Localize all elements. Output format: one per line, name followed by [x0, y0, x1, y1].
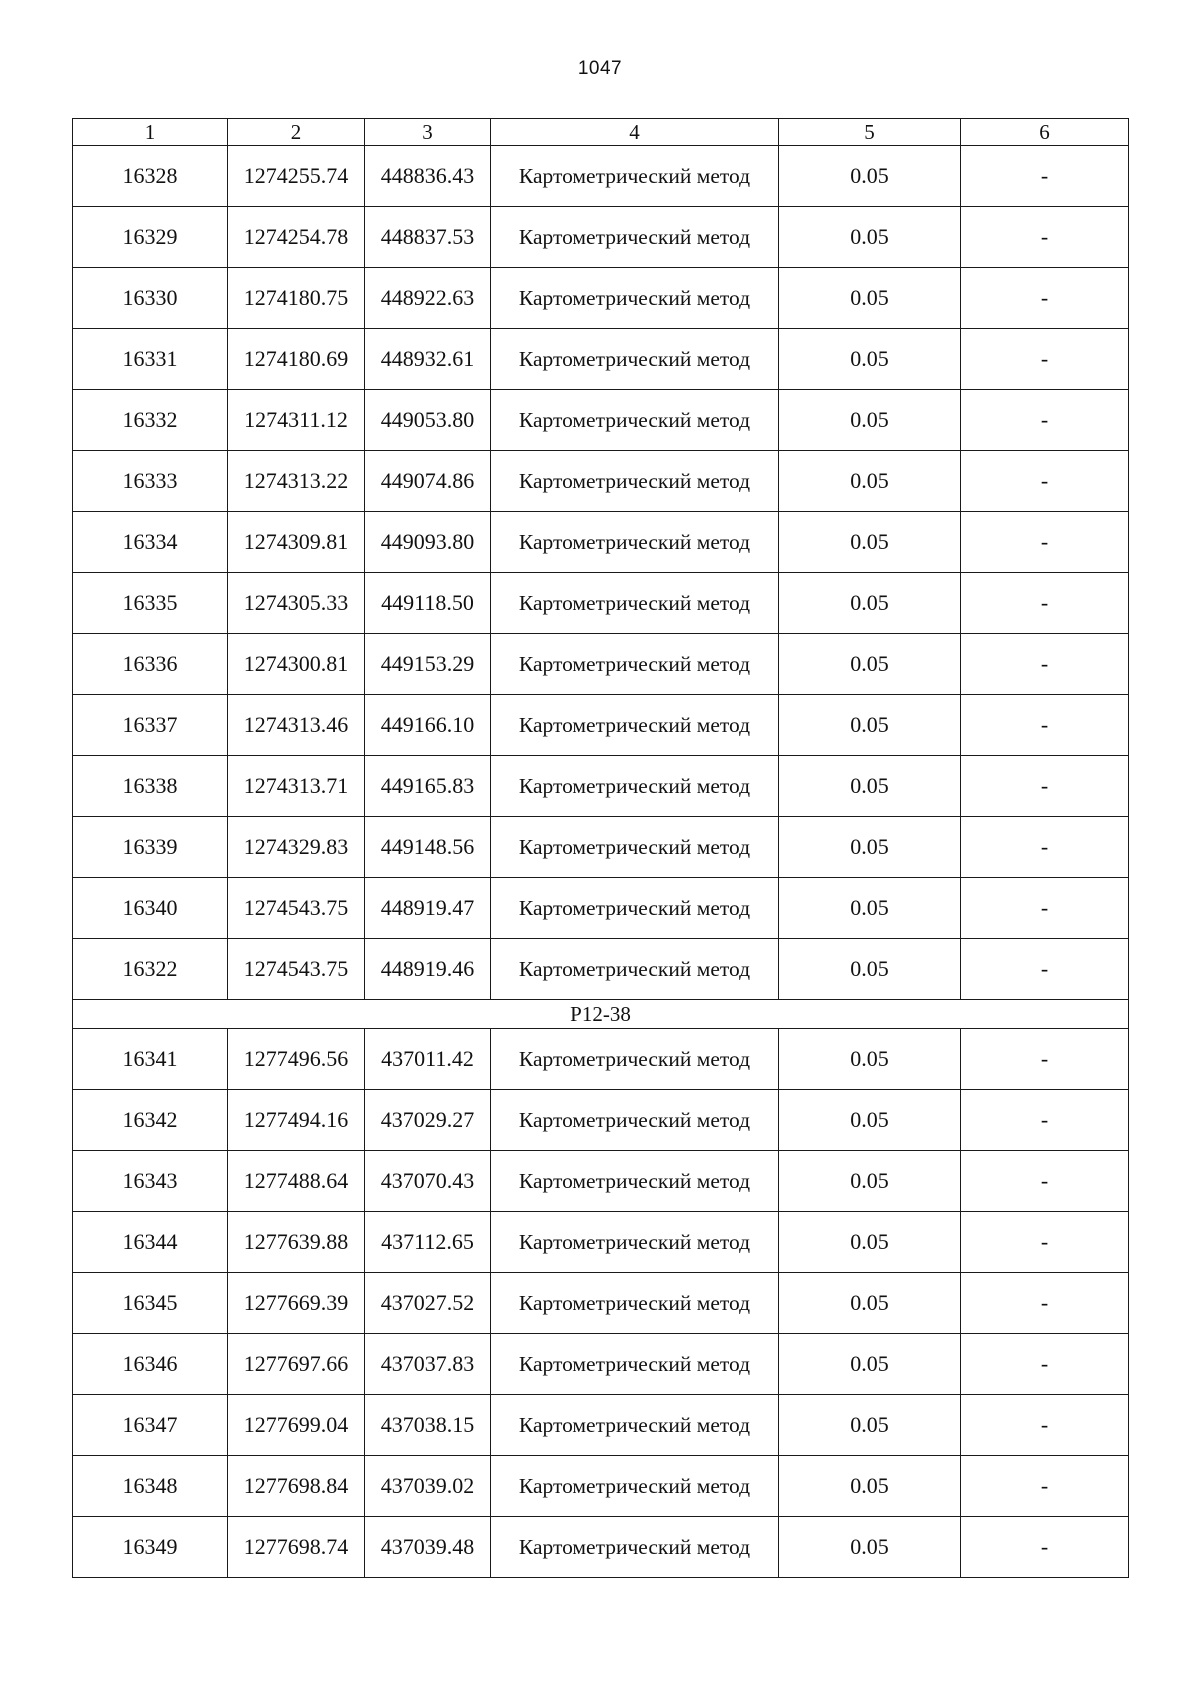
- table-row: [73, 1212, 1129, 1273]
- note-cell: -: [961, 878, 1129, 939]
- method-cell: Картометрический метод: [491, 268, 779, 329]
- accuracy-cell: 0.05: [779, 1212, 961, 1273]
- accuracy-cell: 0.05: [779, 268, 961, 329]
- x-coordinate-cell: 1277669.39: [228, 1273, 365, 1334]
- x-coordinate-cell: 1274255.74: [228, 146, 365, 207]
- accuracy-cell: 0.05: [779, 146, 961, 207]
- y-coordinate-cell: 437039.02: [365, 1456, 491, 1517]
- x-coordinate-cell: 1277488.64: [228, 1151, 365, 1212]
- table-row: [73, 817, 1129, 878]
- x-coordinate-cell: 1274313.46: [228, 695, 365, 756]
- method-cell: Картометрический метод: [491, 756, 779, 817]
- x-coordinate-cell: 1277494.16: [228, 1090, 365, 1151]
- y-coordinate-cell: 449074.86: [365, 451, 491, 512]
- y-coordinate-cell: 448919.46: [365, 939, 491, 1000]
- point-number-cell: 16333: [73, 451, 228, 512]
- point-number-cell: 16330: [73, 268, 228, 329]
- accuracy-cell: 0.05: [779, 573, 961, 634]
- accuracy-cell: 0.05: [779, 390, 961, 451]
- method-cell: Картометрический метод: [491, 573, 779, 634]
- accuracy-cell: 0.05: [779, 1090, 961, 1151]
- method-cell: Картометрический метод: [491, 695, 779, 756]
- note-cell: -: [961, 1029, 1129, 1090]
- y-coordinate-cell: 449148.56: [365, 817, 491, 878]
- method-cell: Картометрический метод: [491, 329, 779, 390]
- y-coordinate-cell: 448919.47: [365, 878, 491, 939]
- x-coordinate-cell: 1274180.69: [228, 329, 365, 390]
- note-cell: -: [961, 1395, 1129, 1456]
- point-number-cell: 16341: [73, 1029, 228, 1090]
- point-number-cell: 16336: [73, 634, 228, 695]
- table-row: [73, 329, 1129, 390]
- y-coordinate-cell: 437011.42: [365, 1029, 491, 1090]
- accuracy-cell: 0.05: [779, 1273, 961, 1334]
- x-coordinate-cell: 1277496.56: [228, 1029, 365, 1090]
- y-coordinate-cell: 448932.61: [365, 329, 491, 390]
- note-cell: -: [961, 1456, 1129, 1517]
- x-coordinate-cell: 1277699.04: [228, 1395, 365, 1456]
- table-row: [73, 451, 1129, 512]
- note-cell: -: [961, 207, 1129, 268]
- x-coordinate-cell: 1274313.71: [228, 756, 365, 817]
- x-coordinate-cell: 1274543.75: [228, 939, 365, 1000]
- table-row: [73, 1517, 1129, 1578]
- method-cell: Картометрический метод: [491, 1517, 779, 1578]
- x-coordinate-cell: 1274305.33: [228, 573, 365, 634]
- point-number-cell: 16343: [73, 1151, 228, 1212]
- y-coordinate-cell: 449166.10: [365, 695, 491, 756]
- x-coordinate-cell: 1274300.81: [228, 634, 365, 695]
- table-row: [73, 1151, 1129, 1212]
- table-row: [73, 390, 1129, 451]
- y-coordinate-cell: 449053.80: [365, 390, 491, 451]
- method-cell: Картометрический метод: [491, 817, 779, 878]
- y-coordinate-cell: 449093.80: [365, 512, 491, 573]
- point-number-cell: 16331: [73, 329, 228, 390]
- accuracy-cell: 0.05: [779, 207, 961, 268]
- method-cell: Картометрический метод: [491, 1151, 779, 1212]
- note-cell: -: [961, 146, 1129, 207]
- y-coordinate-cell: 449118.50: [365, 573, 491, 634]
- note-cell: -: [961, 390, 1129, 451]
- x-coordinate-cell: 1274180.75: [228, 268, 365, 329]
- point-number-cell: 16329: [73, 207, 228, 268]
- x-coordinate-cell: 1274329.83: [228, 817, 365, 878]
- point-number-cell: 16349: [73, 1517, 228, 1578]
- point-number-cell: 16332: [73, 390, 228, 451]
- accuracy-cell: 0.05: [779, 1395, 961, 1456]
- note-cell: -: [961, 634, 1129, 695]
- point-number-cell: 16335: [73, 573, 228, 634]
- method-cell: Картометрический метод: [491, 390, 779, 451]
- table-row: [73, 207, 1129, 268]
- point-number-cell: 16348: [73, 1456, 228, 1517]
- y-coordinate-cell: 437037.83: [365, 1334, 491, 1395]
- coordinates-table: [72, 118, 1129, 1578]
- note-cell: -: [961, 1212, 1129, 1273]
- method-cell: Картометрический метод: [491, 207, 779, 268]
- y-coordinate-cell: 449153.29: [365, 634, 491, 695]
- y-coordinate-cell: 449165.83: [365, 756, 491, 817]
- note-cell: -: [961, 695, 1129, 756]
- page-number: 1047: [577, 58, 623, 79]
- column-header: 4: [491, 119, 779, 146]
- point-number-cell: 16337: [73, 695, 228, 756]
- note-cell: -: [961, 451, 1129, 512]
- x-coordinate-cell: 1274309.81: [228, 512, 365, 573]
- table-row: [73, 939, 1129, 1000]
- point-number-cell: 16345: [73, 1273, 228, 1334]
- note-cell: -: [961, 1273, 1129, 1334]
- x-coordinate-cell: 1274311.12: [228, 390, 365, 451]
- accuracy-cell: 0.05: [779, 939, 961, 1000]
- table-row: [73, 512, 1129, 573]
- point-number-cell: 16346: [73, 1334, 228, 1395]
- point-number-cell: 16334: [73, 512, 228, 573]
- point-number-cell: 16338: [73, 756, 228, 817]
- method-cell: Картометрический метод: [491, 512, 779, 573]
- table-row: [73, 1334, 1129, 1395]
- y-coordinate-cell: 437027.52: [365, 1273, 491, 1334]
- table-body: [73, 119, 1129, 1578]
- section-label: Р12-38: [73, 1000, 1129, 1029]
- accuracy-cell: 0.05: [779, 512, 961, 573]
- method-cell: Картометрический метод: [491, 1456, 779, 1517]
- section-row: [73, 1000, 1129, 1029]
- accuracy-cell: 0.05: [779, 878, 961, 939]
- note-cell: -: [961, 268, 1129, 329]
- method-cell: Картометрический метод: [491, 1273, 779, 1334]
- y-coordinate-cell: 437070.43: [365, 1151, 491, 1212]
- y-coordinate-cell: 437112.65: [365, 1212, 491, 1273]
- method-cell: Картометрический метод: [491, 146, 779, 207]
- y-coordinate-cell: 437038.15: [365, 1395, 491, 1456]
- note-cell: -: [961, 573, 1129, 634]
- table-row: [73, 695, 1129, 756]
- method-cell: Картометрический метод: [491, 1334, 779, 1395]
- point-number-cell: 16322: [73, 939, 228, 1000]
- method-cell: Картометрический метод: [491, 1029, 779, 1090]
- accuracy-cell: 0.05: [779, 1517, 961, 1578]
- note-cell: -: [961, 512, 1129, 573]
- note-cell: -: [961, 1334, 1129, 1395]
- point-number-cell: 16342: [73, 1090, 228, 1151]
- method-cell: Картометрический метод: [491, 1212, 779, 1273]
- table-row: [73, 146, 1129, 207]
- note-cell: -: [961, 1517, 1129, 1578]
- x-coordinate-cell: 1274313.22: [228, 451, 365, 512]
- method-cell: Картометрический метод: [491, 1090, 779, 1151]
- table-row: [73, 573, 1129, 634]
- y-coordinate-cell: 448922.63: [365, 268, 491, 329]
- method-cell: Картометрический метод: [491, 1395, 779, 1456]
- table-row: [73, 634, 1129, 695]
- accuracy-cell: 0.05: [779, 695, 961, 756]
- point-number-cell: 16347: [73, 1395, 228, 1456]
- table-row: [73, 1029, 1129, 1090]
- point-number-cell: 16328: [73, 146, 228, 207]
- y-coordinate-cell: 437029.27: [365, 1090, 491, 1151]
- x-coordinate-cell: 1277639.88: [228, 1212, 365, 1273]
- table-row: [73, 268, 1129, 329]
- y-coordinate-cell: 448836.43: [365, 146, 491, 207]
- table-row: [73, 756, 1129, 817]
- accuracy-cell: 0.05: [779, 451, 961, 512]
- x-coordinate-cell: 1277697.66: [228, 1334, 365, 1395]
- point-number-cell: 16344: [73, 1212, 228, 1273]
- table-header-row: [73, 119, 1129, 146]
- accuracy-cell: 0.05: [779, 817, 961, 878]
- y-coordinate-cell: 448837.53: [365, 207, 491, 268]
- point-number-cell: 16340: [73, 878, 228, 939]
- x-coordinate-cell: 1277698.74: [228, 1517, 365, 1578]
- method-cell: Картометрический метод: [491, 878, 779, 939]
- table-row: [73, 1395, 1129, 1456]
- x-coordinate-cell: 1277698.84: [228, 1456, 365, 1517]
- y-coordinate-cell: 437039.48: [365, 1517, 491, 1578]
- table-row: [73, 1090, 1129, 1151]
- x-coordinate-cell: 1274543.75: [228, 878, 365, 939]
- accuracy-cell: 0.05: [779, 756, 961, 817]
- note-cell: -: [961, 329, 1129, 390]
- method-cell: Картометрический метод: [491, 634, 779, 695]
- note-cell: -: [961, 756, 1129, 817]
- column-header: 1: [73, 119, 228, 146]
- note-cell: -: [961, 939, 1129, 1000]
- column-header: 6: [961, 119, 1129, 146]
- column-header: 3: [365, 119, 491, 146]
- accuracy-cell: 0.05: [779, 1456, 961, 1517]
- accuracy-cell: 0.05: [779, 1151, 961, 1212]
- column-header: 2: [228, 119, 365, 146]
- note-cell: -: [961, 817, 1129, 878]
- note-cell: -: [961, 1090, 1129, 1151]
- column-header: 5: [779, 119, 961, 146]
- method-cell: Картометрический метод: [491, 451, 779, 512]
- accuracy-cell: 0.05: [779, 1029, 961, 1090]
- method-cell: Картометрический метод: [491, 939, 779, 1000]
- point-number-cell: 16339: [73, 817, 228, 878]
- table-row: [73, 878, 1129, 939]
- accuracy-cell: 0.05: [779, 329, 961, 390]
- accuracy-cell: 0.05: [779, 1334, 961, 1395]
- x-coordinate-cell: 1274254.78: [228, 207, 365, 268]
- accuracy-cell: 0.05: [779, 634, 961, 695]
- note-cell: -: [961, 1151, 1129, 1212]
- table-row: [73, 1456, 1129, 1517]
- table-row: [73, 1273, 1129, 1334]
